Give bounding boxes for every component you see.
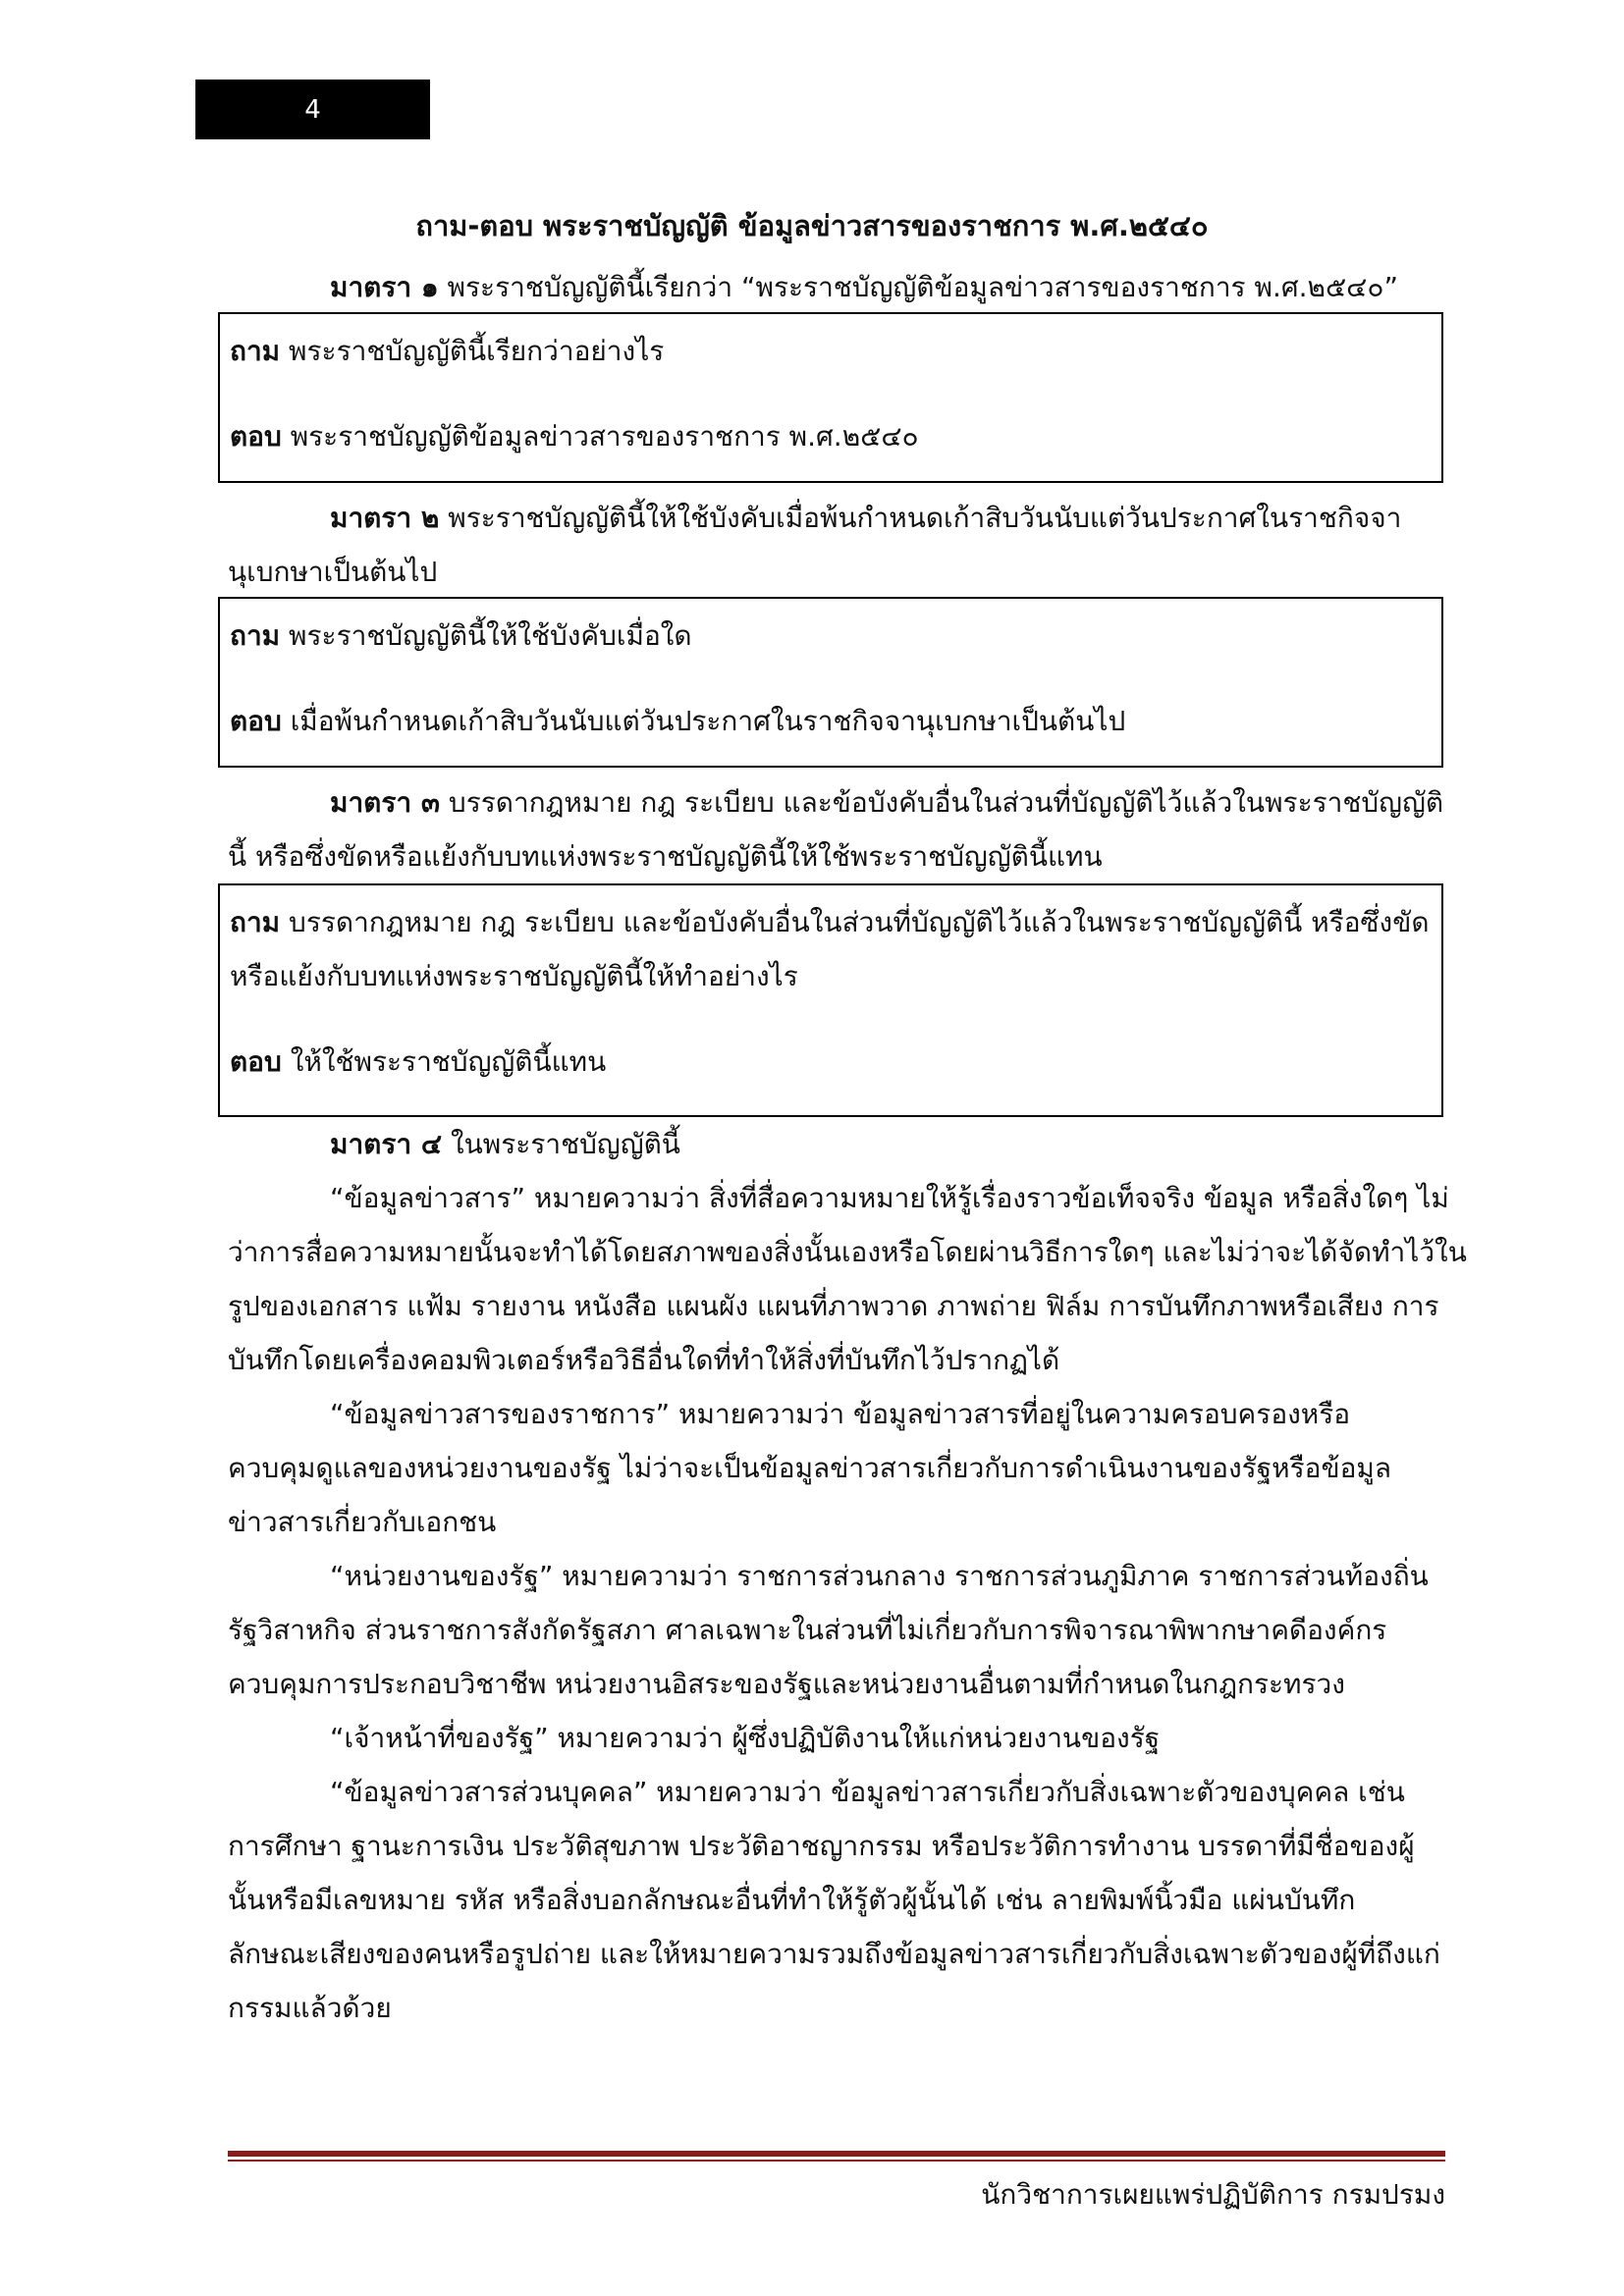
definition-line: กรรมแล้วด้วย	[228, 1992, 392, 2024]
definition-line: นั้นหรือมีเลขหมาย รหัส หรือสิ่งบอกลักษณะอื่นที่ทำให้รู้ตัวผู้นั้นได้ เช่น ลายพิมพ์นิ้วมือ แผ่นบันทึก	[228, 1884, 1356, 1916]
answer-text: เมื่อพ้นกำหนดเก้าสิบวันนับแต่วันประกาศในราชกิจจานุเบกษาเป็นต้นไป	[290, 705, 1126, 737]
answer-label: ตอบ	[230, 420, 282, 453]
qa-box-1	[218, 312, 1443, 483]
definition-line: บันทึกโดยเครื่องคอมพิวเตอร์หรือวิธีอื่นใดที่ทำให้สิ่งที่บันทึกไว้ปรากฏได้	[228, 1344, 1060, 1376]
section-text: พระราชบัญญัตินี้ให้ใช้บังคับเมื่อพ้นกำหนดเก้าสิบวันนับแต่วันประกาศในราชกิจจา	[448, 502, 1402, 534]
answer-text: ให้ใช้พระราชบัญญัตินี้แทน	[290, 1045, 607, 1078]
definition-line: “ข้อมูลข่าวสารส่วนบุคคล” หมายความว่า ข้อมูลข่าวสารเกี่ยวกับสิ่งเฉพาะตัวของบุคคล เช่น	[330, 1776, 1405, 1808]
footer-rule-thin	[228, 2160, 1445, 2162]
answer-text: พระราชบัญญัติข้อมูลข่าวสารของราชการ พ.ศ.๒๕๔๐	[290, 420, 919, 453]
definition-line: “เจ้าหน้าที่ของรัฐ” หมายความว่า ผู้ซึ่งปฏิบัติงานให้แก่หน่วยงานของรัฐ	[330, 1722, 1161, 1754]
question-text: พระราชบัญญัตินี้ให้ใช้บังคับเมื่อใด	[289, 619, 692, 652]
definition-line: ลักษณะเสียงของคนหรือรูปถ่าย และให้หมายความรวมถึงข้อมูลข่าวสารเกี่ยวกับสิ่งเฉพาะตัวของผู้ที่ถึงแก่	[228, 1938, 1440, 1970]
section-text: ในพระราชบัญญัตินี้	[450, 1128, 680, 1160]
footer-text: นักวิชาการเผยแพร่ปฏิบัติการ กรมปรมง	[981, 2178, 1445, 2211]
definition-line: “ข้อมูลข่าวสาร” หมายความว่า สิ่งที่สื่อความหมายให้รู้เรื่องราวข้อเท็จจริง ข้อมูล หรือสิ่งใดๆ ไม่	[330, 1182, 1449, 1214]
section-label: มาตรา ๔	[330, 1128, 443, 1160]
section-text: นี้ หรือซึ่งขัดหรือแย้งกับบทแห่งพระราชบัญญัตินี้ให้ใช้พระราชบัญญัตินี้แทน	[228, 840, 1103, 873]
definition-line: “ข้อมูลข่าวสารของราชการ” หมายความว่า ข้อมูลข่าวสารที่อยู่ในความครอบครองหรือ	[330, 1398, 1351, 1430]
section-label: มาตรา ๒	[330, 502, 440, 534]
answer-label: ตอบ	[230, 1045, 282, 1078]
document-title: ถาม-ตอบ พระราชบัญญัติ ข้อมูลข่าวสารของราชการ พ.ศ.๒๕๔๐	[415, 209, 1209, 242]
section-label: มาตรา ๓	[330, 786, 441, 819]
section-text: บรรดากฎหมาย กฎ ระเบียบ และข้อบังคับอื่นในส่วนที่บัญญัติไว้แล้วในพระราชบัญญัติ	[448, 786, 1444, 819]
definition-line: ควบคุมดูแลของหน่วยงานของรัฐ ไม่ว่าจะเป็นข้อมูลข่าวสารเกี่ยวกับการดำเนินงานของรัฐหรือข้อมูล	[228, 1452, 1392, 1484]
definition-line: “หน่วยงานของรัฐ” หมายความว่า ราชการส่วนกลาง ราชการส่วนภูมิภาค ราชการส่วนท้องถิ่น	[330, 1560, 1429, 1592]
question-label: ถาม	[230, 619, 281, 652]
definition-line: การศึกษา ฐานะการเงิน ประวัติสุขภาพ ประวัติอาชญากรรม หรือประวัติการทำงาน บรรดาที่มีชื่อของผู้	[228, 1830, 1415, 1862]
section-2	[228, 491, 1443, 599]
question-label: ถาม	[230, 335, 281, 367]
definition-line: ข่าวสารเกี่ยวกับเอกชน	[228, 1506, 497, 1538]
question-label: ถาม	[230, 906, 281, 938]
definition-line: รัฐวิสาหกิจ ส่วนราชการสังกัดรัฐสภา ศาลเฉพาะในส่วนที่ไม่เกี่ยวกับการพิจารณาพิพากษาคดีองค์กร	[228, 1614, 1387, 1646]
definition-line: ว่าการสื่อความหมายนั้นจะทำได้โดยสภาพของสิ่งนั้นเองหรือโดยผ่านวิธีการใดๆ และไม่ว่าจะได้จัดทำไว้ใน	[228, 1236, 1467, 1268]
section-label: มาตรา ๑	[330, 271, 439, 303]
question-text: บรรดากฎหมาย กฎ ระเบียบ และข้อบังคับอื่นในส่วนที่บัญญัติไว้แล้วในพระราชบัญญัตินี้ หรือซึ่งขัด	[289, 906, 1430, 938]
footer-rule	[228, 2151, 1445, 2157]
definition-line: ควบคุมการประกอบวิชาชีพ หน่วยงานอิสระของรัฐและหน่วยงานอื่นตามที่กำหนดในกฎกระทรวง	[228, 1668, 1345, 1700]
answer-label: ตอบ	[230, 705, 282, 737]
definition-line: รูปของเอกสาร แฟ้ม รายงาน หนังสือ แผนผัง แผนที่ภาพวาด ภาพถ่าย ฟิล์ม การบันทึกภาพหรือเสียง การ	[228, 1290, 1439, 1322]
qa-box-3	[218, 883, 1443, 1117]
question-text: หรือแย้งกับบทแห่งพระราชบัญญัตินี้ให้ทำอย่างไร	[230, 960, 798, 992]
section-text: พระราชบัญญัตินี้เรียกว่า “พระราชบัญญัติข้อมูลข่าวสารของราชการ พ.ศ.๒๕๔๐”	[447, 271, 1398, 303]
section-4	[228, 1117, 1467, 2035]
qa-box-2	[218, 597, 1443, 768]
section-text: นุเบกษาเป็นต้นไป	[228, 556, 438, 588]
question-text: พระราชบัญญัตินี้เรียกว่าอย่างไร	[289, 335, 665, 367]
section-1	[228, 260, 1443, 314]
page-number: 4	[195, 80, 430, 139]
section-3	[228, 775, 1443, 883]
